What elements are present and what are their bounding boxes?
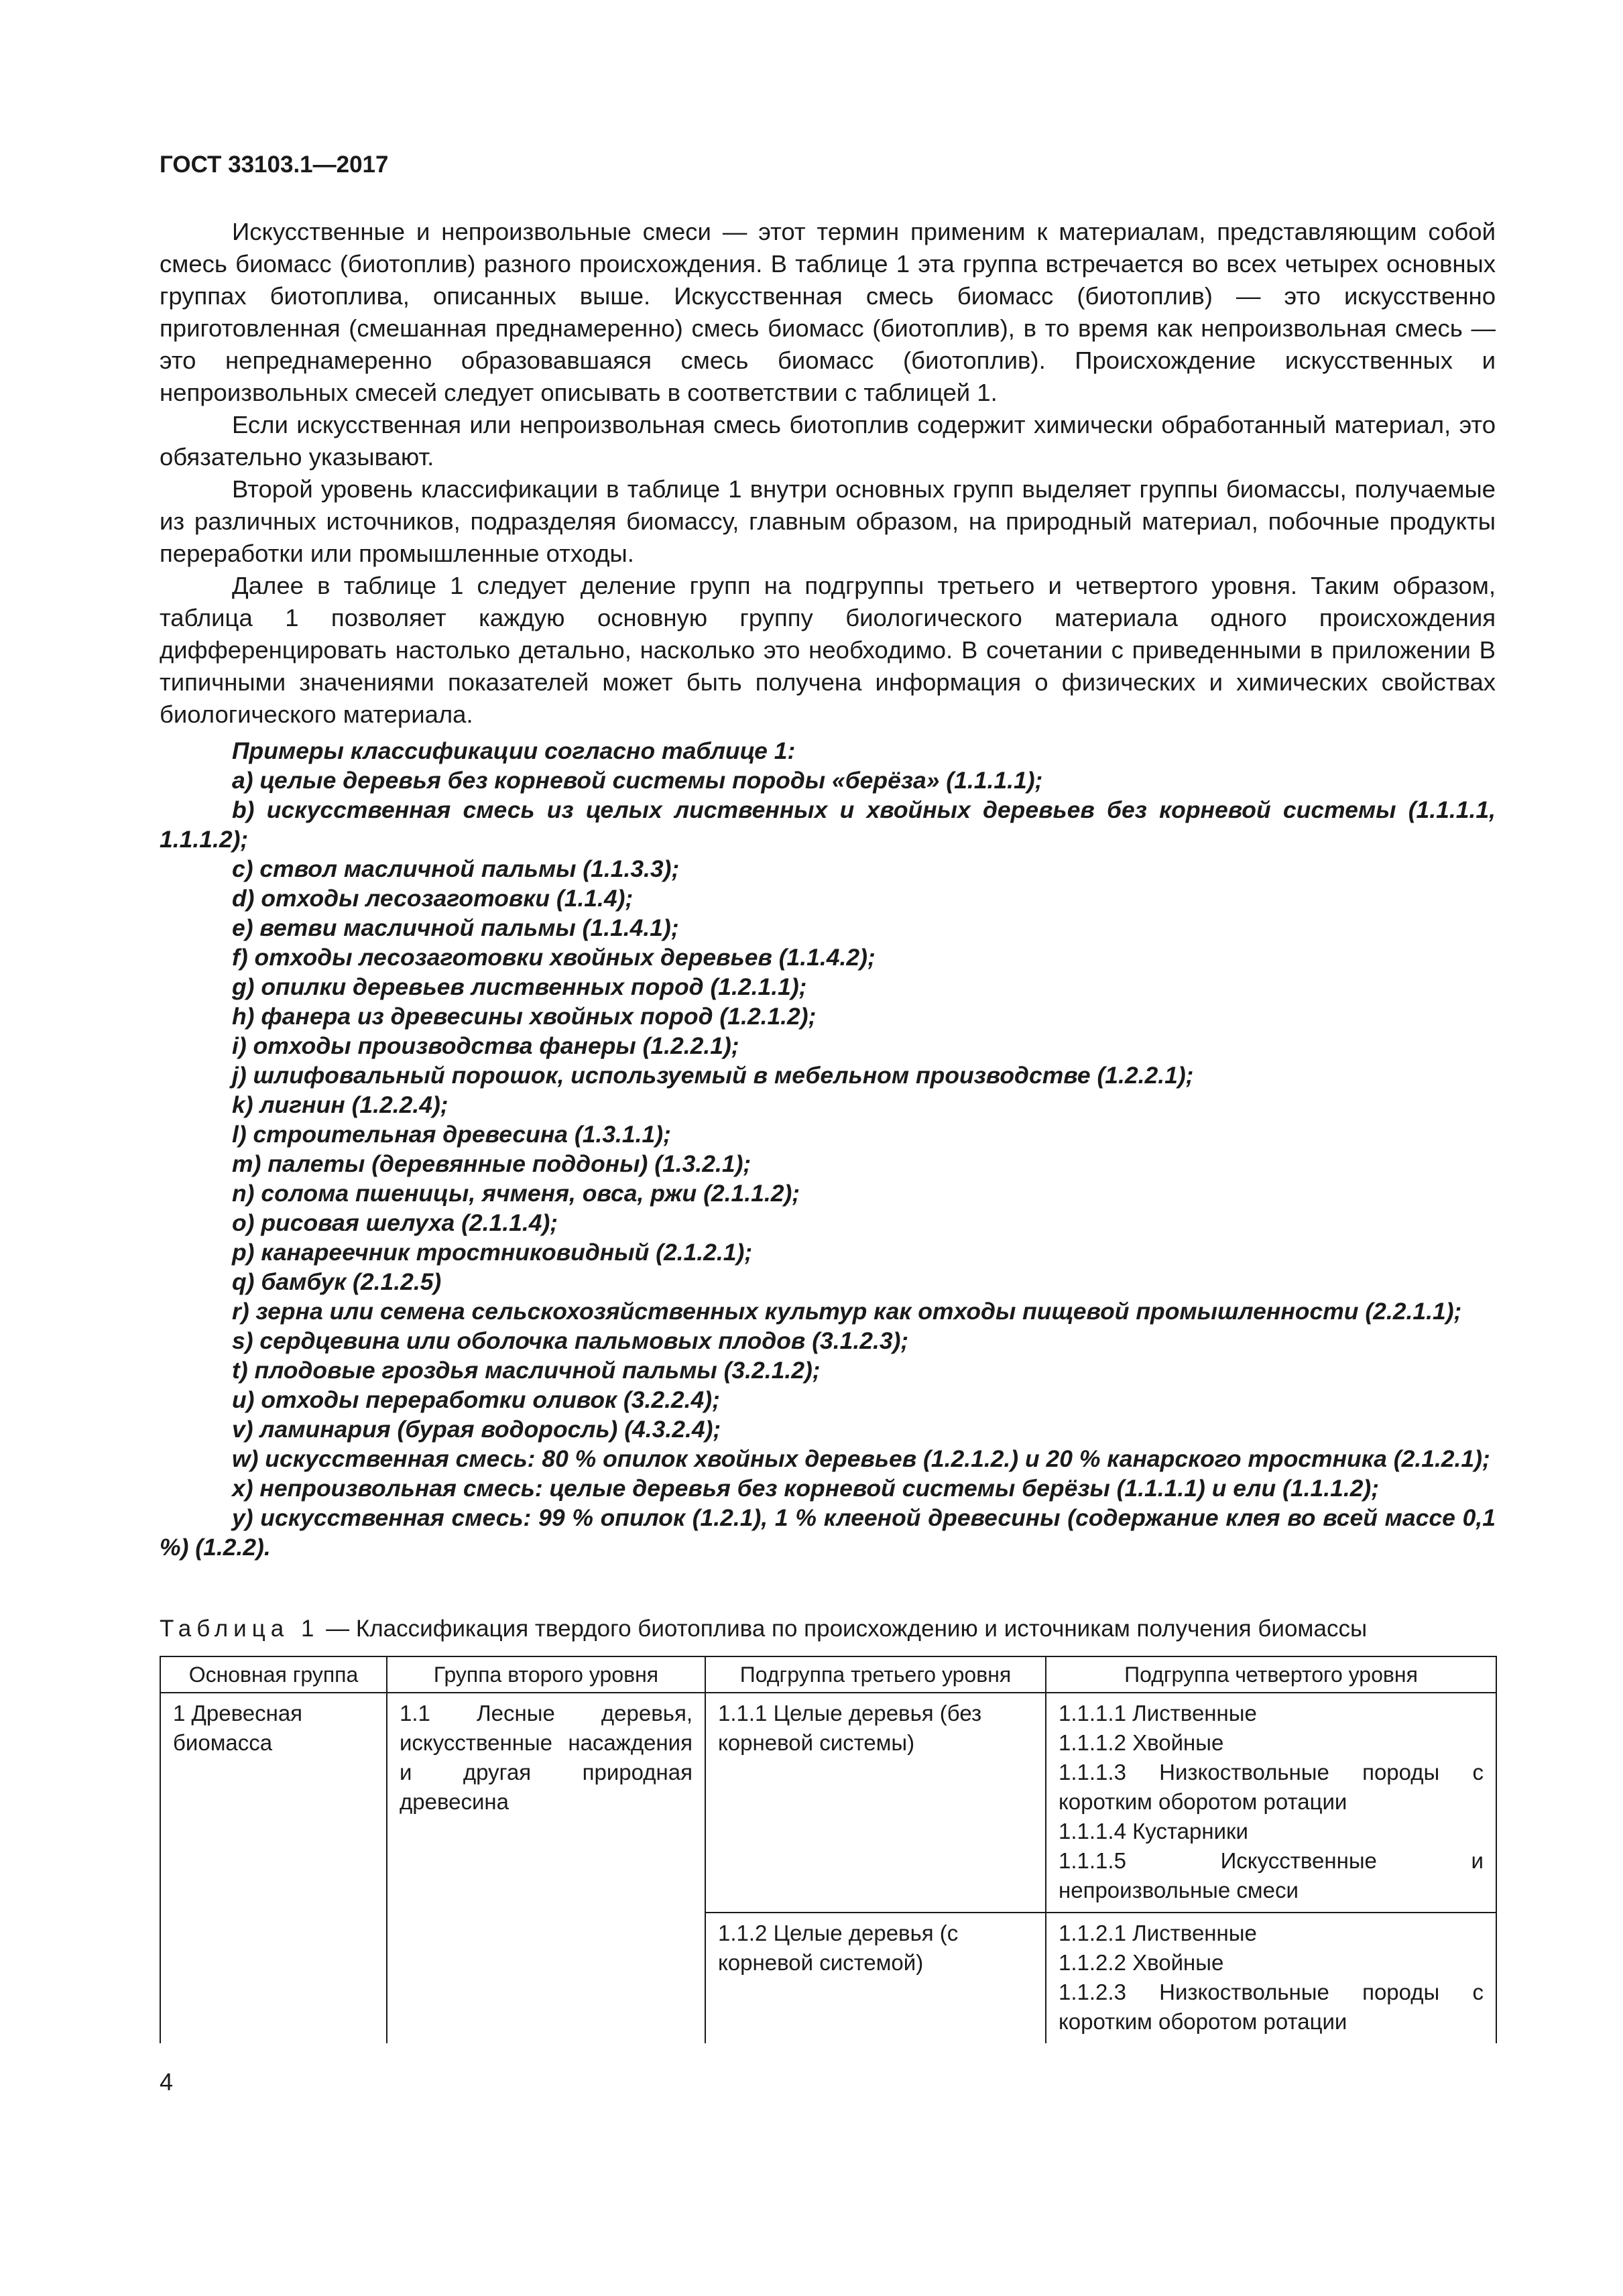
- example-item: r) зерна или семена сельскохозяйственных культур как отходы пищевой промышленности (2.2.1.1);: [232, 1298, 1462, 1325]
- example-item: s) сердцевина или оболочка пальмовых плодов (3.1.2.3);: [232, 1327, 909, 1354]
- third-level-text: 1.1.2 Целые деревья (с корневой системой): [718, 1921, 959, 1975]
- table-header-cell: Подгруппа четвертого уровня: [1046, 1656, 1496, 1693]
- table-header-cell: Подгруппа третьего уровня: [705, 1656, 1046, 1693]
- example-item: v) ламинария (бурая водоросль) (4.3.2.4);: [232, 1416, 721, 1443]
- table-header-row: [160, 1656, 1496, 1693]
- fourth-level-item: 1.1.2.3 Низкоствольные породы с коротким оборотом ротации: [1059, 1980, 1484, 2034]
- paragraph: Если искусственная или непроизвольная смесь биотоплив содержит химически обработанный материал, это обязательно указывают.: [160, 411, 1496, 471]
- example-item: o) рисовая шелуха (2.1.1.4);: [232, 1209, 558, 1236]
- table-caption: [160, 1616, 1367, 1642]
- example-item: h) фанера из древесины хвойных пород (1.2.1.2);: [232, 1003, 817, 1030]
- example-item: f) отходы лесозаготовки хвойных деревьев (1.1.4.2);: [232, 944, 876, 971]
- classification-examples: [160, 736, 1496, 1562]
- main-group-text: 1 Древесная биомасса: [173, 1701, 303, 1755]
- example-item: p) канареечник тростниковидный (2.1.2.1);: [232, 1239, 753, 1266]
- example-item: i) отходы производства фанеры (1.2.2.1);: [232, 1032, 739, 1059]
- table-caption-label: Таблица 1: [160, 1616, 320, 1642]
- example-item: n) солома пшеницы, ячменя, овса, ржи (2.1.1.2);: [232, 1180, 800, 1207]
- classification-table: [160, 1656, 1497, 2043]
- fourth-level-cell: [1046, 1913, 1496, 2043]
- table-caption-text: — Классификация твердого биотоплива по происхождению и источникам получения биомассы: [319, 1616, 1368, 1642]
- example-item: q) бамбук (2.1.2.5): [232, 1268, 442, 1295]
- example-item: c) ствол масличной пальмы (1.1.3.3);: [232, 855, 680, 882]
- example-item: j) шлифовальный порошок, используемый в мебельном производстве (1.2.2.1);: [232, 1062, 1194, 1089]
- example-item: g) опилки деревьев лиственных пород (1.2.1.1);: [232, 973, 807, 1000]
- example-item: x) непроизвольная смесь: целые деревья без корневой системы берёзы (1.1.1.1) и ели (1.1.1.2);: [232, 1475, 1380, 1502]
- fourth-level-cell: [1046, 1693, 1496, 1913]
- example-item: k) лигнин (1.2.2.4);: [232, 1091, 448, 1118]
- third-level-cell: [705, 1913, 1046, 2043]
- paragraph: Второй уровень классификации в таблице 1 внутри основных групп выделяет группы биомассы, получаемые из различных источников, подразделяя биомассу, главным образом, на природный материал, побочные продукты переработки или промышленные отходы.: [160, 475, 1496, 567]
- example-item: u) отходы переработки оливок (3.2.2.4);: [232, 1386, 720, 1413]
- example-item: l) строительная древесина (1.3.1.1);: [232, 1121, 671, 1148]
- example-item: m) палеты (деревянные поддоны) (1.3.2.1);: [232, 1150, 752, 1177]
- fourth-level-item: 1.1.2.1 Лиственные: [1059, 1921, 1257, 1945]
- second-level-text: 1.1 Лесные деревья, искусственные насаждения и другая природная древесина: [400, 1701, 693, 1814]
- example-item: d) отходы лесозаготовки (1.1.4);: [232, 885, 634, 912]
- second-level-cell: [387, 1693, 705, 2043]
- third-level-cell: [705, 1693, 1046, 1913]
- table-row: [160, 1693, 1496, 1913]
- fourth-level-item: 1.1.1.2 Хвойные: [1059, 1730, 1224, 1755]
- paragraph: Далее в таблице 1 следует деление групп на подгруппы третьего и четвертого уровня. Таким образом, таблица 1 позволяет каждую основную группу биологического материала одного происхождения дифференцировать настолько детально, насколько это необходимо. В сочетании с приведенными в приложении В типичными значениями показателей может быть получена информация о физических и химических свойствах биологического материала.: [160, 572, 1496, 728]
- page-number: 4: [160, 2068, 174, 2096]
- document-number-header: ГОСТ 33103.1—2017: [160, 152, 389, 178]
- example-item: t) плодовые гроздья масличной пальмы (3.2.1.2);: [232, 1357, 821, 1384]
- example-item: y) искусственная смесь: 99 % опилок (1.2.1), 1 % клееной древесины (содержание клея во всей массе 0,1 %) (1.2.2).: [160, 1504, 1496, 1561]
- third-level-text: 1.1.1 Целые деревья (без корневой системы): [718, 1701, 982, 1755]
- fourth-level-item: 1.1.2.2 Хвойные: [1059, 1950, 1224, 1975]
- paragraph: Искусственные и непроизвольные смеси — этот термин применим к материалам, представляющим собой смесь биомасс (биотоплив) разного происхождения. В таблице 1 эта группа встречается во всех четырех основных группах биотоплива, описанных выше. Искусственная смесь биомасс (биотоплив) — это искусственно приготовленная (смешанная преднамеренно) смесь биомасс (биотоплив), в то время как непроизвольная смесь — это непреднамеренно образовавшаяся смесь биомасс (биотоплив). Происхождение искусственных и непроизвольных смесей следует описывать в соответствии с таблицей 1.: [160, 218, 1496, 406]
- examples-title: Примеры классификации согласно таблице 1:: [232, 737, 796, 764]
- example-item: a) целые деревья без корневой системы породы «берёза» (1.1.1.1);: [232, 767, 1043, 794]
- table-header-cell: Основная группа: [160, 1656, 387, 1693]
- fourth-level-item: 1.1.1.3 Низкоствольные породы с коротким оборотом ротации: [1059, 1760, 1484, 1814]
- fourth-level-item: 1.1.1.4 Кустарники: [1059, 1819, 1248, 1844]
- example-item: e) ветви масличной пальмы (1.1.4.1);: [232, 914, 679, 941]
- fourth-level-item: 1.1.1.5 Искусственные и непроизвольные смеси: [1059, 1848, 1484, 1902]
- example-item: b) искусственная смесь из целых лиственных и хвойных деревьев без корневой системы (1.1.1.1, 1.1.1.2);: [160, 796, 1496, 853]
- example-item: w) искусственная смесь: 80 % опилок хвойных деревьев (1.2.1.2.) и 20 % канарского тростника (2.1.2.1);: [232, 1445, 1490, 1472]
- body-text: [160, 216, 1496, 731]
- fourth-level-item: 1.1.1.1 Лиственные: [1059, 1701, 1257, 1726]
- main-group-cell: [160, 1693, 387, 2043]
- table-header-cell: Группа второго уровня: [387, 1656, 705, 1693]
